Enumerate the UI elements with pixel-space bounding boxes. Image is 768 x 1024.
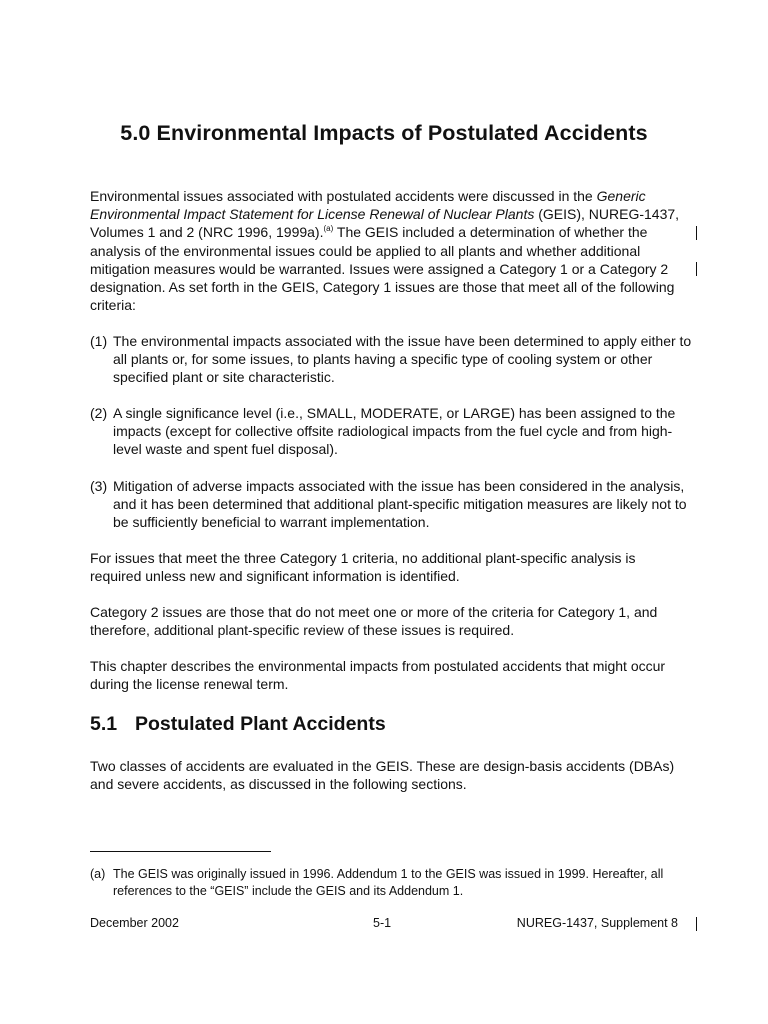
section-number: 5.1 [90, 713, 118, 735]
criteria-number-1: (1) [90, 333, 108, 349]
category2-paragraph: Category 2 issues are those that do not meet one or more of the criteria for Category 1, and therefore, additional plant-specific review of these issues is required. [90, 604, 658, 639]
intro-text-part1: Environmental issues associated with postulated accidents were discussed in the [90, 188, 597, 204]
criteria-number-2: (2) [90, 405, 108, 421]
criteria-text-2: A single significance level (i.e., SMALL, MODERATE, or LARGE) has been assigned to the impacts (except for collective offsite radiological impacts from the fuel cycle and from high-level waste and spent fuel disposal). [113, 405, 676, 458]
intro-italic-title: Generic Environmental Impact Statement for License Renewal of Nuclear Plants [90, 188, 646, 223]
category1-paragraph: For issues that meet the three Category 1 criteria, no additional plant-specific analysis is required unless new and significant information is identified. [90, 550, 636, 585]
change-bar [696, 917, 697, 931]
intro-text-part2: (GEIS), NUREG-1437, Volumes 1 and 2 (NRC 1996, 1999a). [90, 206, 680, 241]
footnote-text: The GEIS was originally issued in 1996. Addendum 1 to the GEIS was issued in 1999. Hereafter, all references to the “GEIS” include the GEIS and its Addendum 1. [113, 867, 664, 898]
change-bar [696, 226, 697, 240]
chapter-title: 5.0 Environmental Impacts of Postulated Accidents [120, 121, 648, 145]
criteria-number-3: (3) [90, 478, 108, 494]
accident-classes-paragraph: Two classes of accidents are evaluated in the GEIS. These are design-basis accidents (DBAs) and severe accidents, as discussed in the following sections. [90, 758, 675, 793]
change-bar [696, 262, 697, 276]
criteria-text-3: Mitigation of adverse impacts associated with the issue has been considered in the analysis, and it has been determined that additional plant-specific mitigation measures are likely not to be sufficiently beneficial to warrant implementation. [113, 478, 687, 531]
footnote-reference[interactable]: (a) [323, 224, 334, 234]
section-title: Postulated Plant Accidents [135, 713, 386, 735]
criteria-text-1: The environmental impacts associated with the issue have been determined to apply either to all plants or, for some issues, to plants having a specific type of cooling system or other specified plant or site characteristic. [113, 333, 692, 386]
footer-date: December 2002 [90, 916, 179, 930]
chapter-description-paragraph: This chapter describes the environmental impacts from postulated accidents that might occur during the license renewal term. [90, 658, 666, 693]
footer-document-id: NUREG-1437, Supplement 8 [516, 916, 678, 930]
intro-paragraph [90, 187, 690, 314]
intro-text-part3: The GEIS included a determination of whether the analysis of the environmental issues could be applied to all plants and whether additional mitigation measures would be warranted. Issues were assigned a Category 1 or a Category 2 designation. As set forth in the GEIS, Category 1 issues are those that meet all of the following criteria: [90, 224, 675, 314]
footer-page-number: 5-1 [373, 916, 392, 930]
footnote-number: (a) [90, 867, 106, 881]
footnote-separator [90, 851, 271, 852]
section-heading [90, 713, 386, 736]
